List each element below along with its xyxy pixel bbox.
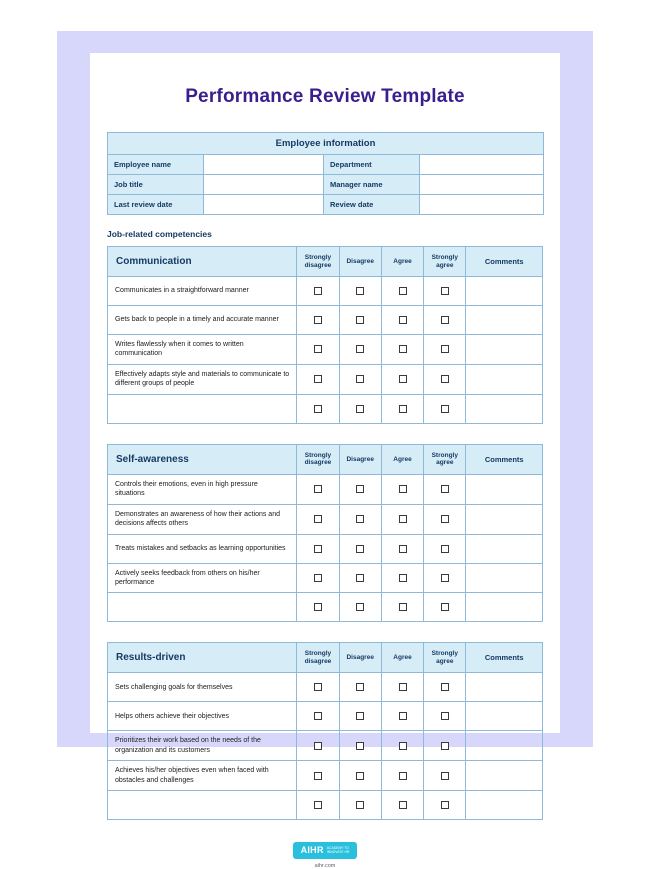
checkbox-strongly-disagree[interactable] [314, 683, 322, 691]
column-disagree: Disagree [339, 444, 381, 474]
checkbox-cell[interactable] [297, 306, 339, 335]
checkbox-agree[interactable] [399, 574, 407, 582]
checkbox-disagree[interactable] [356, 603, 364, 611]
document-page [90, 53, 560, 869]
field-employee-name[interactable] [204, 155, 324, 175]
checkbox-strongly-agree[interactable] [441, 515, 449, 523]
checkbox-strongly-disagree[interactable] [314, 603, 322, 611]
checkbox-cell[interactable] [424, 761, 466, 791]
comment-field[interactable] [466, 673, 543, 702]
checkbox-cell[interactable] [339, 673, 381, 702]
column-agree: Agree [381, 444, 423, 474]
column-disagree: Disagree [339, 643, 381, 673]
comment-field[interactable] [466, 306, 543, 335]
checkbox-cell[interactable] [297, 593, 339, 622]
checkbox-cell[interactable] [381, 306, 423, 335]
logo-tagline-line2: INNOVATE HR [326, 849, 350, 854]
checkbox-agree[interactable] [399, 603, 407, 611]
checkbox-disagree[interactable] [356, 375, 364, 383]
table-row [108, 277, 543, 306]
checkbox-cell[interactable] [297, 534, 339, 563]
logo-tagline [327, 847, 350, 855]
employee-information-header: Employee information [108, 133, 544, 155]
checkbox-agree[interactable] [399, 485, 407, 493]
competency-item: Prioritizes their work based on the needs of the organization and its customers [108, 731, 297, 761]
table-row [108, 474, 543, 504]
column-strongly-agree: Strongly agree [424, 643, 466, 673]
comment-field[interactable] [466, 277, 543, 306]
checkbox-cell[interactable] [339, 394, 381, 423]
employee-information-table [107, 132, 544, 215]
label-review-date: Review date [324, 195, 420, 215]
checkbox-disagree[interactable] [356, 485, 364, 493]
table-row [108, 504, 543, 534]
competency-item: Effectively adapts style and materials to communicate to different groups of people [108, 364, 297, 394]
checkbox-strongly-disagree[interactable] [314, 712, 322, 720]
table-row [108, 673, 543, 702]
checkbox-cell[interactable] [424, 394, 466, 423]
checkbox-agree[interactable] [399, 345, 407, 353]
checkbox-strongly-disagree[interactable] [314, 742, 322, 750]
checkbox-cell[interactable] [424, 593, 466, 622]
checkbox-agree[interactable] [399, 545, 407, 553]
checkbox-strongly-agree[interactable] [441, 345, 449, 353]
checkbox-cell[interactable] [424, 534, 466, 563]
column-agree: Agree [381, 643, 423, 673]
checkbox-agree[interactable] [399, 375, 407, 383]
column-strongly-agree: Strongly agree [424, 247, 466, 277]
checkbox-disagree[interactable] [356, 316, 364, 324]
checkbox-cell[interactable] [381, 761, 423, 791]
checkbox-cell[interactable] [381, 534, 423, 563]
checkbox-disagree[interactable] [356, 287, 364, 295]
competency-item: Actively seeks feedback from others on his/her performance [108, 563, 297, 593]
checkbox-strongly-disagree[interactable] [314, 772, 322, 780]
checkbox-strongly-agree[interactable] [441, 742, 449, 750]
label-job-title: Job title [108, 175, 204, 195]
checkbox-strongly-agree[interactable] [441, 405, 449, 413]
checkbox-cell[interactable] [424, 504, 466, 534]
logo-wordmark: AIHR [300, 845, 324, 856]
checkbox-agree[interactable] [399, 772, 407, 780]
competency-table-results-driven [107, 642, 543, 820]
checkbox-strongly-agree[interactable] [441, 603, 449, 611]
comment-field[interactable] [466, 731, 543, 761]
column-comments: Comments [466, 444, 543, 474]
column-strongly-disagree: Strongly disagree [297, 247, 339, 277]
label-department: Department [324, 155, 420, 175]
checkbox-cell[interactable] [424, 731, 466, 761]
checkbox-cell[interactable] [339, 504, 381, 534]
checkbox-strongly-agree[interactable] [441, 485, 449, 493]
checkbox-agree[interactable] [399, 515, 407, 523]
checkbox-strongly-agree[interactable] [441, 801, 449, 809]
checkbox-cell[interactable] [339, 474, 381, 504]
checkbox-cell[interactable] [381, 394, 423, 423]
table-row [108, 195, 544, 215]
checkbox-cell[interactable] [381, 731, 423, 761]
table-row [108, 133, 544, 155]
checkbox-cell[interactable] [424, 364, 466, 394]
checkbox-cell[interactable] [297, 277, 339, 306]
table-row [108, 155, 544, 175]
checkbox-cell[interactable] [424, 702, 466, 731]
competency-item-blank[interactable] [108, 593, 297, 622]
checkbox-cell[interactable] [297, 731, 339, 761]
checkbox-cell[interactable] [381, 504, 423, 534]
checkbox-disagree[interactable] [356, 772, 364, 780]
checkbox-cell[interactable] [339, 306, 381, 335]
checkbox-strongly-disagree[interactable] [314, 574, 322, 582]
checkbox-cell[interactable] [381, 563, 423, 593]
checkbox-agree[interactable] [399, 405, 407, 413]
table-header-row [108, 643, 543, 673]
checkbox-cell[interactable] [424, 306, 466, 335]
page-title: Performance Review Template [185, 86, 465, 107]
column-comments: Comments [466, 643, 543, 673]
aihr-logo [293, 842, 358, 859]
competency-table-communication [107, 246, 543, 424]
checkbox-strongly-disagree[interactable] [314, 801, 322, 809]
footer [107, 840, 543, 869]
document-content [90, 132, 560, 869]
checkbox-cell[interactable] [339, 534, 381, 563]
comment-field[interactable] [466, 364, 543, 394]
competency-table-self-awareness [107, 444, 543, 623]
checkbox-disagree[interactable] [356, 574, 364, 582]
footer-url: aihr.com [314, 863, 336, 869]
checkbox-cell[interactable] [339, 702, 381, 731]
checkbox-cell[interactable] [297, 673, 339, 702]
competency-item: Gets back to people in a timely and accurate manner [108, 306, 297, 335]
comment-field[interactable] [466, 335, 543, 365]
checkbox-agree[interactable] [399, 683, 407, 691]
table-row [108, 306, 543, 335]
checkbox-cell[interactable] [424, 335, 466, 365]
checkbox-cell[interactable] [424, 563, 466, 593]
checkbox-cell[interactable] [381, 364, 423, 394]
checkbox-cell[interactable] [339, 761, 381, 791]
field-job-title[interactable] [204, 175, 324, 195]
comment-field[interactable] [466, 534, 543, 563]
checkbox-cell[interactable] [297, 364, 339, 394]
checkbox-cell[interactable] [424, 673, 466, 702]
competency-title: Results-driven [108, 643, 297, 673]
competency-title: Self-awareness [108, 444, 297, 474]
comment-field[interactable] [466, 563, 543, 593]
checkbox-cell[interactable] [297, 702, 339, 731]
checkbox-agree[interactable] [399, 316, 407, 324]
checkbox-cell[interactable] [381, 593, 423, 622]
logo-tagline-line1: ACADEMY TO [326, 845, 349, 850]
checkbox-cell[interactable] [297, 761, 339, 791]
checkbox-cell[interactable] [381, 702, 423, 731]
comment-field[interactable] [466, 474, 543, 504]
table-row [108, 761, 543, 791]
checkbox-strongly-disagree[interactable] [314, 345, 322, 353]
table-header-row [108, 247, 543, 277]
checkbox-disagree[interactable] [356, 801, 364, 809]
checkbox-disagree[interactable] [356, 345, 364, 353]
comment-field[interactable] [466, 394, 543, 423]
checkbox-cell[interactable] [297, 335, 339, 365]
competency-title: Communication [108, 247, 297, 277]
checkbox-strongly-disagree[interactable] [314, 316, 322, 324]
table-row [108, 534, 543, 563]
checkbox-strongly-disagree[interactable] [314, 485, 322, 493]
checkbox-cell[interactable] [424, 277, 466, 306]
checkbox-strongly-disagree[interactable] [314, 515, 322, 523]
competency-item: Writes flawlessly when it comes to written communication [108, 335, 297, 365]
checkbox-cell[interactable] [381, 335, 423, 365]
checkbox-cell[interactable] [424, 474, 466, 504]
table-row [108, 731, 543, 761]
table-row [108, 364, 543, 394]
comment-field[interactable] [466, 504, 543, 534]
column-strongly-agree: Strongly agree [424, 444, 466, 474]
field-department[interactable] [420, 155, 544, 175]
checkbox-disagree[interactable] [356, 405, 364, 413]
label-manager-name: Manager name [324, 175, 420, 195]
comment-field[interactable] [466, 593, 543, 622]
checkbox-agree[interactable] [399, 801, 407, 809]
checkbox-cell[interactable] [297, 563, 339, 593]
label-last-review-date: Last review date [108, 195, 204, 215]
field-manager-name[interactable] [420, 175, 544, 195]
comment-field[interactable] [466, 702, 543, 731]
checkbox-cell[interactable] [381, 474, 423, 504]
table-row [108, 335, 543, 365]
table-row [108, 175, 544, 195]
competency-item: Achieves his/her objectives even when faced with obstacles and challenges [108, 761, 297, 791]
column-strongly-disagree: Strongly disagree [297, 444, 339, 474]
column-agree: Agree [381, 247, 423, 277]
checkbox-cell[interactable] [339, 731, 381, 761]
competency-item: Demonstrates an awareness of how their actions and decisions affects others [108, 504, 297, 534]
competency-item: Controls their emotions, even in high pressure situations [108, 474, 297, 504]
checkbox-disagree[interactable] [356, 683, 364, 691]
column-comments: Comments [466, 247, 543, 277]
competency-item-blank[interactable] [108, 394, 297, 423]
checkbox-cell[interactable] [339, 593, 381, 622]
section-title-competencies: Job-related competencies [107, 229, 212, 239]
table-row [108, 702, 543, 731]
checkbox-strongly-agree[interactable] [441, 375, 449, 383]
checkbox-cell[interactable] [339, 335, 381, 365]
column-strongly-disagree: Strongly disagree [297, 643, 339, 673]
checkbox-cell[interactable] [297, 394, 339, 423]
field-last-review-date[interactable] [204, 195, 324, 215]
field-review-date[interactable] [420, 195, 544, 215]
checkbox-cell[interactable] [339, 364, 381, 394]
checkbox-strongly-agree[interactable] [441, 712, 449, 720]
table-row [108, 563, 543, 593]
checkbox-strongly-agree[interactable] [441, 545, 449, 553]
comment-field[interactable] [466, 761, 543, 791]
checkbox-strongly-agree[interactable] [441, 772, 449, 780]
checkbox-disagree[interactable] [356, 515, 364, 523]
checkbox-strongly-disagree[interactable] [314, 287, 322, 295]
checkbox-strongly-agree[interactable] [441, 574, 449, 582]
checkbox-disagree[interactable] [356, 712, 364, 720]
checkbox-cell[interactable] [339, 277, 381, 306]
checkbox-cell[interactable] [339, 563, 381, 593]
checkbox-agree[interactable] [399, 742, 407, 750]
competency-item: Sets challenging goals for themselves [108, 673, 297, 702]
table-row [108, 593, 543, 622]
checkbox-disagree[interactable] [356, 742, 364, 750]
checkbox-strongly-agree[interactable] [441, 316, 449, 324]
competency-item: Treats mistakes and setbacks as learning opportunities [108, 534, 297, 563]
checkbox-strongly-agree[interactable] [441, 683, 449, 691]
checkbox-disagree[interactable] [356, 545, 364, 553]
checkbox-cell[interactable] [381, 277, 423, 306]
table-row [108, 394, 543, 423]
checkbox-agree[interactable] [399, 287, 407, 295]
checkbox-strongly-agree[interactable] [441, 287, 449, 295]
checkbox-agree[interactable] [399, 712, 407, 720]
checkbox-strongly-disagree[interactable] [314, 405, 322, 413]
label-employee-name: Employee name [108, 155, 204, 175]
checkbox-strongly-disagree[interactable] [314, 545, 322, 553]
column-disagree: Disagree [339, 247, 381, 277]
checkbox-cell[interactable] [297, 504, 339, 534]
checkbox-strongly-disagree[interactable] [314, 375, 322, 383]
table-header-row [108, 444, 543, 474]
checkbox-cell[interactable] [297, 474, 339, 504]
competency-item: Helps others achieve their objectives [108, 702, 297, 731]
checkbox-cell[interactable] [381, 673, 423, 702]
competency-item: Communicates in a straightforward manner [108, 277, 297, 306]
